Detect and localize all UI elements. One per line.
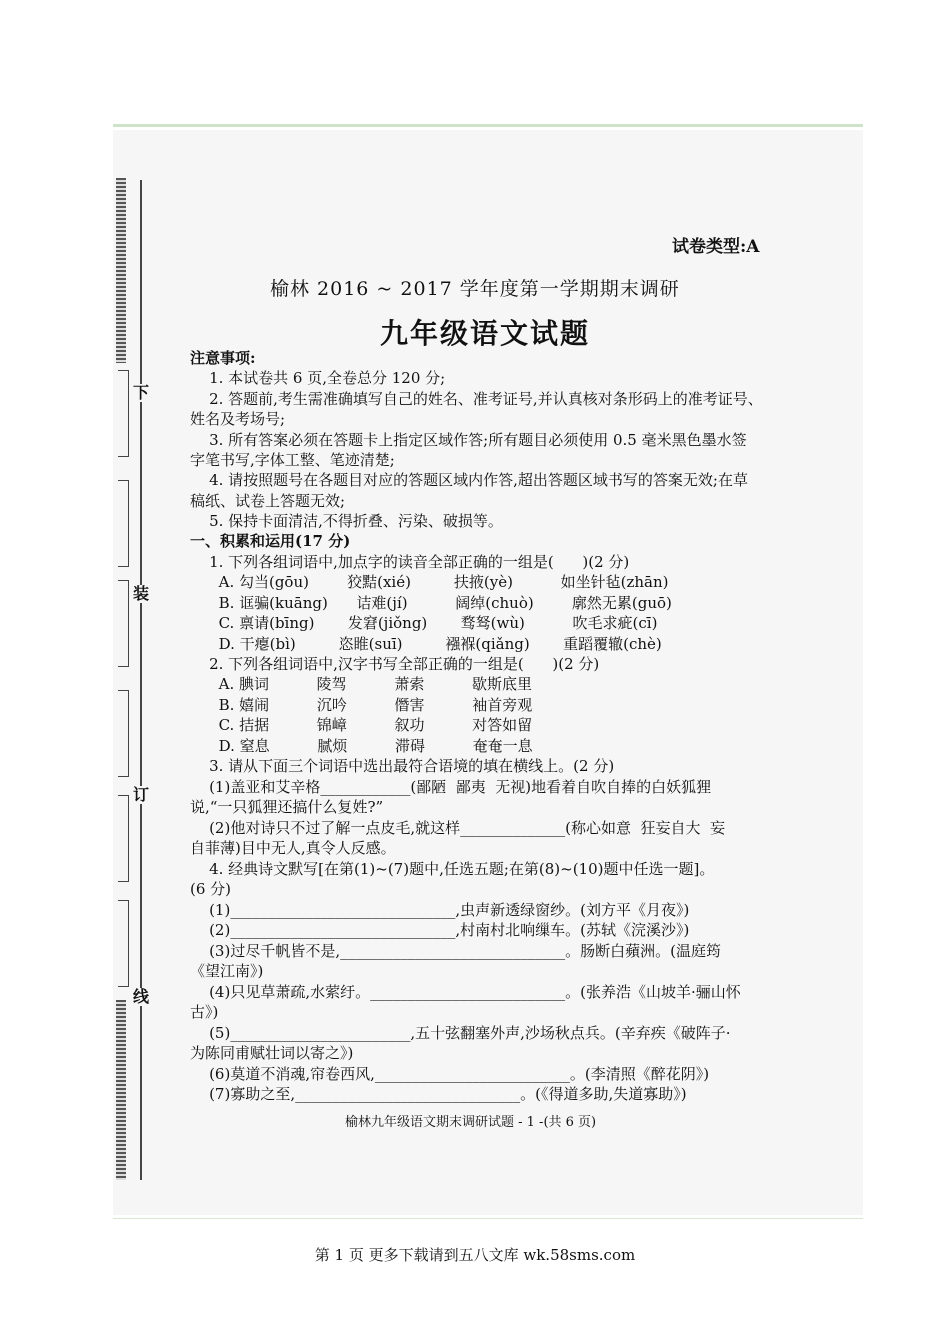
- text-line: 5. 保持卡面清洁,不得折叠、污染、破损等。: [190, 512, 503, 530]
- question-2: 2. 下列各组词语中,汉字书写全部正确的一组是( )(2 分): [190, 655, 600, 673]
- text-line: (2)______________________________,村南村北响缫车。(苏轼《浣溪沙》): [190, 921, 690, 939]
- binding-bracket: [118, 795, 129, 882]
- text-line: 稿纸、试卷上答题无效;: [190, 492, 346, 510]
- page-footer: 第 1 页 更多下载请到五八文库 wk.58sms.com: [314, 1246, 636, 1264]
- text-line: 自菲薄)目中无人,真令人反感。: [190, 839, 396, 857]
- option-line: A. 腆词 陵驾 萧索 歇斯底里: [190, 675, 533, 693]
- side-label-xia: 下: [133, 383, 150, 402]
- notes-header: 注意事项:: [190, 349, 256, 367]
- section-header: 一、积累和运用(17 分): [190, 532, 351, 550]
- binding-bracket: [118, 900, 129, 987]
- text-line: (7)寡助之至,______________________________。(《得道多助,失道寡助》): [190, 1085, 687, 1103]
- text-line: (1)______________________________,虫声新透绿窗纱。(刘方平《月夜》): [190, 901, 690, 919]
- option-line: C. 禀请(bīng) 发窘(jiǒng) 骛驽(wù) 吹毛求疵(cī): [190, 614, 658, 632]
- text-line: (6 分): [190, 880, 232, 898]
- option-line: D. 干瘪(bì) 恣睢(suī) 襁褓(qiǎng) 重蹈覆辙(chè): [190, 635, 662, 653]
- binding-bracket: [118, 480, 129, 567]
- text-line: (5)________________________,五十弦翻塞外声,沙场秋点兵。(辛弃疾《破阵子·: [190, 1024, 731, 1042]
- text-line: 姓名及考场号;: [190, 410, 286, 428]
- text-line: (1)盖亚和艾辛格____________(鄙陋 鄙夷 无视)地看着自吹自捧的白妖狐狸: [190, 778, 712, 796]
- binding-border-top: [116, 178, 126, 363]
- option-line: C. 拮据 锦嶂 叙功 对答如留: [190, 716, 533, 734]
- text-line: 2. 答题前,考生需准确填写自己的姓名、准考证号,并认真核对条形码上的准考证号、: [190, 390, 763, 408]
- text-line: 4. 请按照题号在各题目对应的答题区域内作答,超出答题区域书写的答案无效;在草: [190, 471, 748, 489]
- side-label-zhuang: 装: [133, 584, 150, 603]
- side-label-xian: 线: [133, 987, 150, 1006]
- option-line: B. 诓骗(kuāng) 诘难(jí) 阔绰(chuò) 廓然无累(guō): [190, 594, 672, 612]
- text-line: 《望江南》): [190, 962, 264, 980]
- text-line: 为陈同甫赋壮词以寄之》): [190, 1044, 354, 1062]
- exam-page-footer: 榆林九年级语文期末调研试题 - 1 -(共 6 页): [345, 1115, 597, 1130]
- binding-bracket: [118, 370, 129, 457]
- exam-subtitle: 榆林 2016 ~ 2017 学年度第一学期期末调研: [270, 278, 680, 300]
- paper-type: 试卷类型:A: [672, 237, 760, 257]
- binding-border-bottom: [116, 1000, 126, 1180]
- bottom-divider: [113, 1218, 863, 1219]
- text-line: 字笔书写,字体工整、笔迹清楚;: [190, 451, 395, 469]
- option-line: B. 嬉闹 沉吟 僭害 袖首旁观: [190, 696, 533, 714]
- text-line: 1. 本试卷共 6 页,全卷总分 120 分;: [190, 369, 446, 387]
- exam-title: 九年级语文试题: [380, 317, 591, 350]
- text-line: (6)莫道不消魂,帘卷西风,__________________________。(李清照《醉花阴》): [190, 1065, 710, 1083]
- binding-bracket: [118, 580, 129, 667]
- option-line: D. 窒息 腻烦 滞碍 奄奄一息: [190, 737, 533, 755]
- text-line: (2)他对诗只不过了解一点皮毛,就这样______________(称心如意 狂妄自大 妄: [190, 819, 726, 837]
- text-line: 3. 所有答案必须在答题卡上指定区域作答;所有题目必须使用 0.5 毫米黑色墨水签: [190, 431, 747, 449]
- question-1: 1. 下列各组词语中,加点字的读音全部正确的一组是( )(2 分): [190, 553, 630, 571]
- binding-bracket: [118, 690, 129, 777]
- text-line: (4)只见草萧疏,水萦纡。__________________________。(张养浩《山坡羊·骊山怀: [190, 983, 741, 1001]
- text-line: 说,“一只狐狸还搞什么复姓?”: [190, 798, 384, 816]
- top-divider: [113, 124, 863, 127]
- text-line: (3)过尽千帆皆不是,______________________________。肠断白蘋洲。(温庭筠: [190, 942, 721, 960]
- side-label-ding: 订: [133, 785, 150, 804]
- text-line: 古》): [190, 1003, 219, 1021]
- binding-line: [140, 180, 142, 1180]
- question-4: 4. 经典诗文默写[在第(1)~(7)题中,任选五题;在第(8)~(10)题中任选一题]。: [190, 860, 715, 878]
- question-3: 3. 请从下面三个词语中选出最符合语境的填在横线上。(2 分): [190, 757, 615, 775]
- option-line: A. 勾当(gōu) 狡黠(xié) 扶掖(yè) 如坐针毡(zhān): [190, 573, 669, 591]
